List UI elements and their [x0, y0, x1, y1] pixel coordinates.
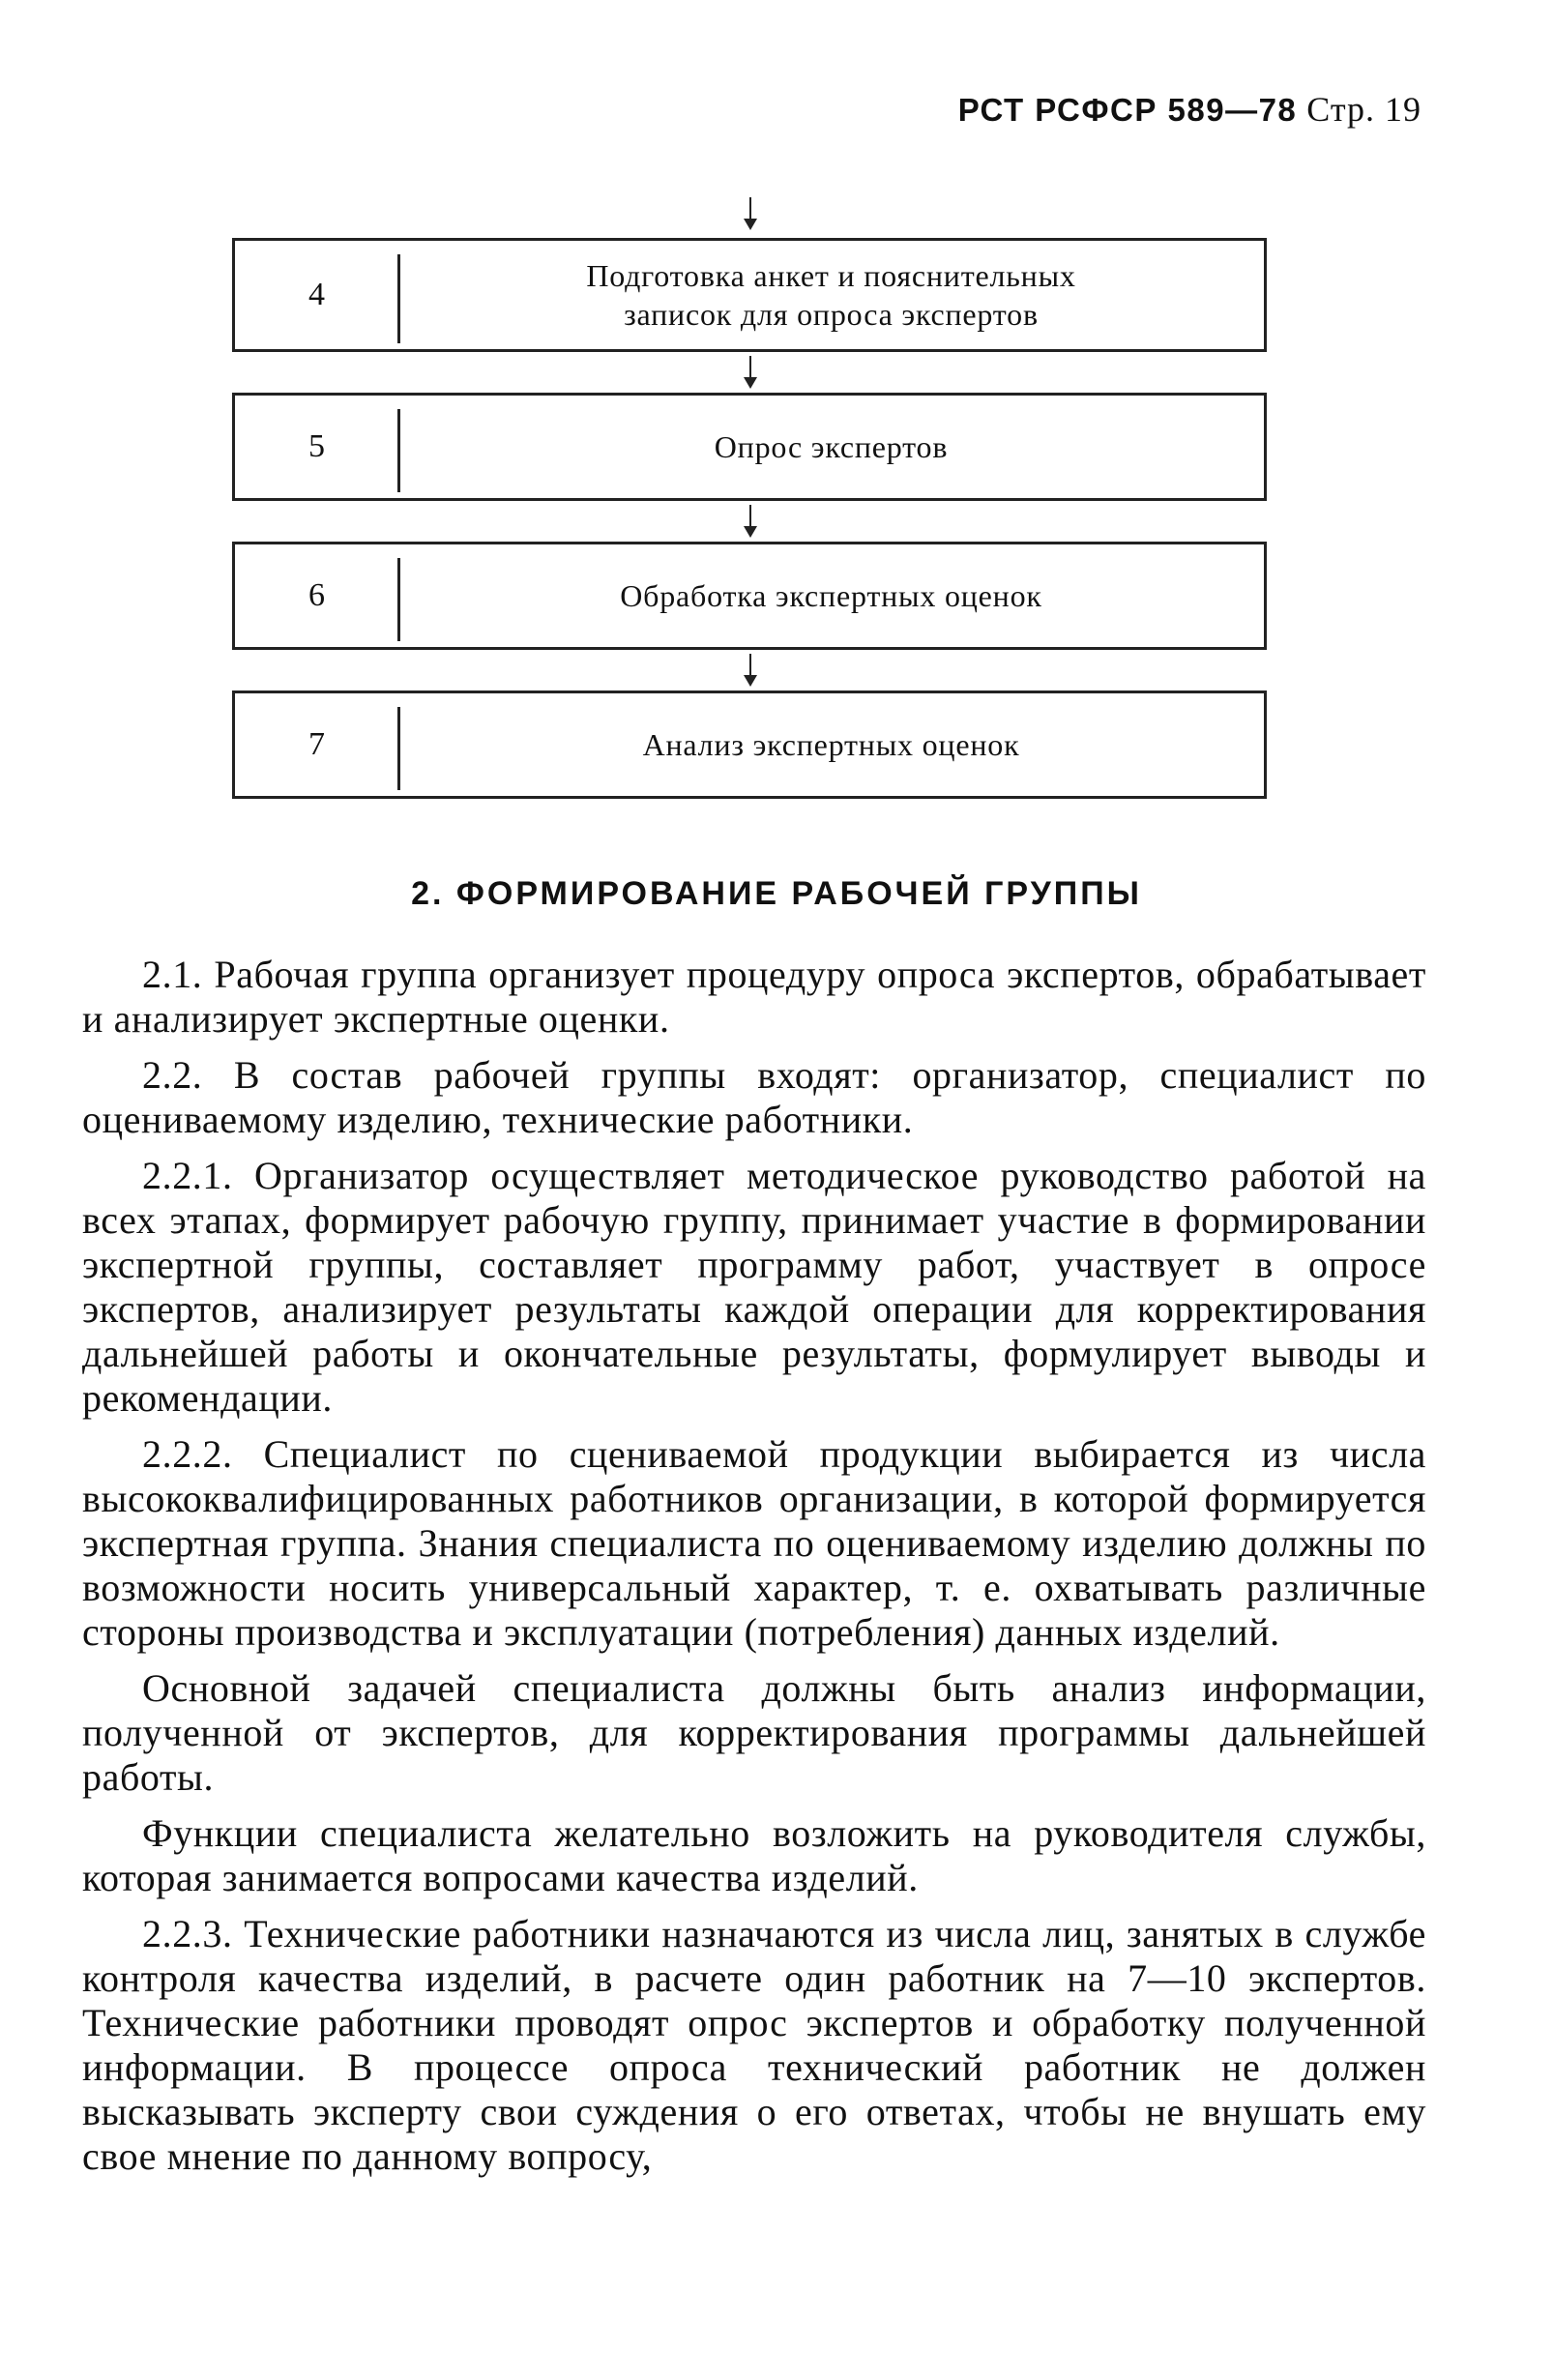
- section-title: 2. ФОРМИРОВАНИЕ РАБОЧЕЙ ГРУППЫ: [411, 875, 1142, 912]
- paragraph: 2.2. В состав рабочей группы входят: организатор, специалист по оцениваемому изделию, технические работники.: [82, 1053, 1426, 1141]
- standard-designation: РСТ РСФСР 589—78: [957, 92, 1298, 128]
- down-arrow-icon: [232, 501, 1267, 542]
- paragraph: 2.2.2. Специалист по сцениваемой продукции выбирается из числа высококвалифицированных работников организации, в которой формируется экспертная группа. Знания специалиста по оцениваемому изделию должны по возможности носить универсальный характер, т. е. охватывать различные стороны производства и эксплуатации (потребления) данных изделий.: [82, 1432, 1426, 1654]
- paragraph: Основной задачей специалиста должны быть анализ информации, полученной от экспертов, для корректирования программы дальнейшей работы.: [82, 1666, 1426, 1799]
- step-number: 4: [232, 241, 398, 349]
- paragraph: 2.2.1. Организатор осуществляет методическое руководство работой на всех этапах, формирует рабочую группу, принимает участие в формировании экспертной группы, составляет программу работ, участвует в опросе экспертов, анализирует результаты каждой операции для корректирования дальнейшей работы и окончательные результаты, формулирует выводы и рекомендации.: [82, 1154, 1426, 1420]
- step-text-line: записок для опроса экспертов: [624, 297, 1039, 332]
- flow-step-7: [232, 690, 1267, 799]
- page-number: Стр. 19: [1306, 90, 1421, 129]
- step-description: Обработка экспертных оценок: [398, 544, 1267, 647]
- page-header: [919, 89, 1421, 130]
- paragraph: Функции специалиста желательно возложить на руководителя службы, которая занимается вопросами качества изделий.: [82, 1811, 1426, 1899]
- section-body: [82, 953, 1426, 2190]
- flow-diagram: [232, 193, 1267, 799]
- paragraph: 2.2.3. Технические работники назначаются из числа лиц, занятых в службе контроля качества изделий, в расчете один работник на 7—10 экспертов. Технические работники проводят опрос экспертов и обработку полученной информации. В процессе опроса технический работник не должен высказывать эксперту свои суждения о его ответах, чтобы не внушать ему свое мнение по данному вопросу,: [82, 1912, 1426, 2178]
- flow-step-4: [232, 238, 1267, 352]
- paragraph: 2.1. Рабочая группа организует процедуру опроса экспертов, обрабатывает и анализирует экспертные оценки.: [82, 953, 1426, 1041]
- down-arrow-icon: [232, 352, 1267, 393]
- flow-step-6: [232, 542, 1267, 650]
- down-arrow-icon: [232, 650, 1267, 690]
- step-description: [398, 241, 1267, 349]
- flow-step-5: [232, 393, 1267, 501]
- step-text-line: Подготовка анкет и пояснительных: [586, 258, 1076, 293]
- step-description: Опрос экспертов: [398, 396, 1267, 498]
- step-number: 7: [232, 693, 398, 796]
- step-number: 6: [232, 544, 398, 647]
- down-arrow-icon: [232, 193, 1267, 238]
- step-number: 5: [232, 396, 398, 498]
- step-description: Анализ экспертных оценок: [398, 693, 1267, 796]
